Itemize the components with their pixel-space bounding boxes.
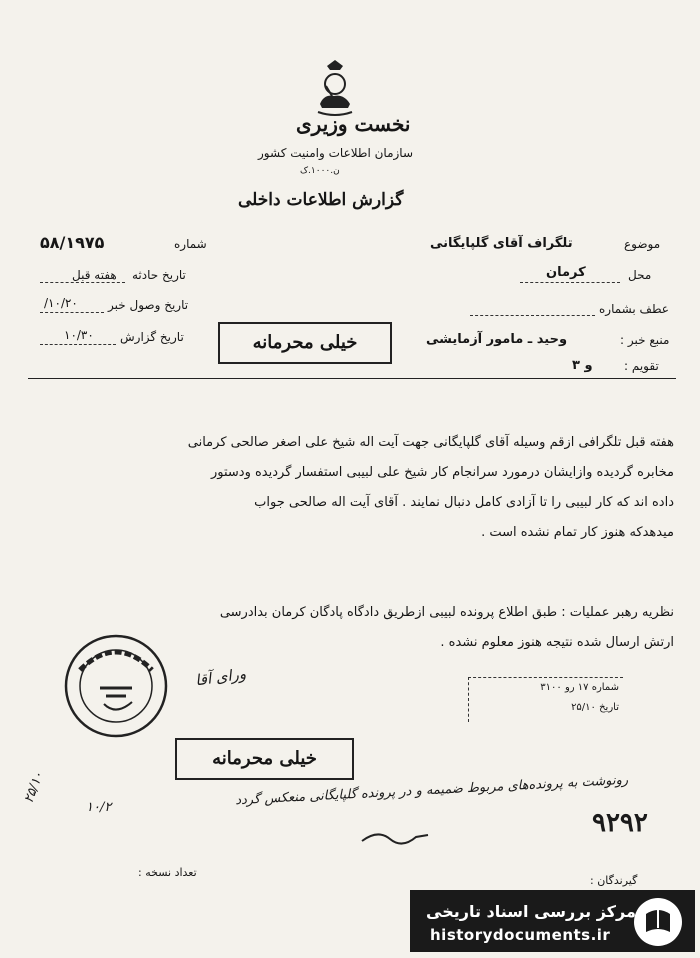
- registration-line-1: شماره ۱۷ رو ۳۱۰۰: [540, 682, 619, 693]
- receipt-date-label: تاریخ وصول خبر: [108, 298, 189, 312]
- report-title: گزارش اطلاعات داخلی: [238, 190, 404, 210]
- classification-stamp-top: خیلی محرمانه: [218, 322, 392, 364]
- classification-stamp-bottom: خیلی محرمانه: [175, 738, 354, 780]
- lion-and-sun-emblem-icon: [310, 60, 360, 120]
- handwritten-instruction: رونوشت به پرونده‌های مربوط ضمیمه و در پرونده گلپایگانی منعکس گردد: [234, 772, 629, 809]
- round-stamp-icon: [60, 630, 172, 742]
- event-date-underline: [40, 282, 125, 283]
- handwritten-note-top: ورای آقا: [193, 664, 248, 690]
- body-line-4: میدهدکه هنوز کار تمام نشده است .: [481, 525, 674, 540]
- watermark-org-name: مرکز بررسی اسناد تاریخی: [426, 902, 636, 921]
- header-divider: [28, 378, 676, 379]
- reference-label: عطف بشماره: [599, 302, 669, 316]
- report-date-value: ۱۰/۳۰: [64, 328, 94, 342]
- body-line-3: داده اند که کار لبیبی را تا آزادی کامل دنبال نمایند . آقای آیت اله صالحی جواب: [254, 495, 674, 510]
- report-date-label: تاریخ گزارش: [120, 330, 184, 344]
- body-line-1: هفته قبل تلگرافی ازقم وسیله آقای گلپایگانی جهت آیت اله شیخ علی اصغر صالحی کرمانی: [187, 435, 674, 450]
- organization-code: ن.۱۰۰۰.ک: [300, 166, 340, 176]
- opinion-line-2: ارتش ارسال شده نتیجه هنوز معلوم نشده .: [440, 635, 674, 650]
- organization-name: سازمان اطلاعات وامنیت کشور: [258, 146, 413, 160]
- watermark-url: historydocuments.ir: [430, 926, 611, 944]
- source-value: وحید ـ مامور آزمایشی: [426, 332, 568, 347]
- copies-label: تعداد نسخه :: [138, 866, 197, 879]
- subject-value: تلگراف آقای گلپایگانی: [430, 236, 573, 251]
- place-underline: [520, 282, 620, 283]
- source-label: منبع خبر :: [620, 333, 670, 347]
- handwritten-note-side: ۲۵/۱۰: [21, 769, 47, 806]
- event-date-label: تاریخ حادثه: [132, 268, 186, 282]
- body-line-2: مخابره گردیده وازایشان درمورد سرانجام کار شیخ علی لبیبی استفسار گردیده ودستور: [210, 465, 674, 480]
- number-label: شماره: [174, 237, 207, 251]
- subject-label: موضوع: [624, 237, 661, 251]
- handwritten-signature-icon: [360, 825, 430, 849]
- place-value: کرمان: [546, 265, 586, 280]
- opinion-line-1: نظریه رهبر عملیات : طبق اطلاع پرونده لبیبی ازطریق دادگاه پادگان کرمان بدادرسی: [219, 605, 674, 620]
- number-value: ۵۸/۱۹۷۵: [40, 233, 105, 252]
- evaluation-value: و ۳: [572, 358, 593, 373]
- receipt-date-underline: [40, 312, 104, 313]
- report-date-underline: [40, 344, 116, 345]
- reference-underline: [470, 315, 595, 316]
- report-body: [188, 428, 674, 548]
- archive-logo-icon: [632, 896, 684, 948]
- document-number: ۹۲۹۲: [592, 808, 648, 838]
- registration-box: [468, 677, 623, 722]
- operations-opinion: [220, 598, 674, 658]
- handwritten-note-bottom: ۱۰/۲: [86, 800, 112, 815]
- registration-line-2: تاریخ ۲۵/۱۰: [571, 702, 619, 713]
- event-date-value: هفته قبل: [72, 268, 117, 282]
- recipients-label: گیرندگان :: [590, 874, 638, 887]
- ministry-title: نخست وزیری: [296, 112, 411, 136]
- place-label: محل: [628, 268, 652, 282]
- evaluation-label: تقویم :: [624, 359, 659, 373]
- receipt-date-value: ۱۰/۲۰/: [44, 296, 78, 310]
